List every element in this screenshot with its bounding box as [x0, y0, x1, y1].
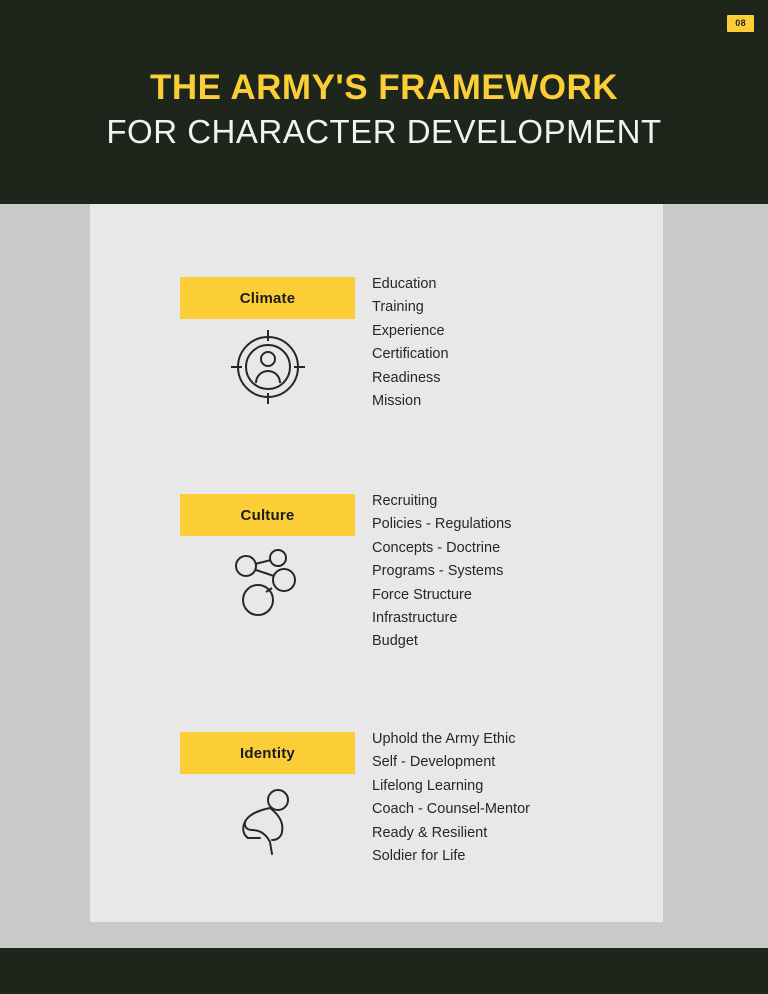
list-item: Policies - Regulations	[372, 516, 512, 533]
section-label-chip	[180, 494, 355, 536]
section-label-text: Climate	[239, 289, 296, 307]
list-item: Experience	[372, 322, 445, 339]
list-item: Infrastructure	[372, 610, 458, 627]
section-label-text: Identity	[240, 744, 295, 762]
title-secondary: FOR CHARACTER DEVELOPMENT	[106, 113, 662, 150]
slide-header	[0, 0, 768, 204]
list-item: Uphold the Army Ethic	[372, 731, 516, 747]
section-item-list	[372, 728, 530, 868]
list-item: Education	[372, 276, 437, 292]
list-item: Budget	[372, 633, 418, 650]
section-label-text: Culture	[240, 506, 295, 524]
section-item-list	[372, 273, 449, 413]
list-item: Mission	[372, 393, 422, 410]
left-gutter	[0, 204, 90, 922]
slide-footer	[0, 948, 768, 994]
list-item: Lifelong Learning	[372, 777, 484, 794]
content-panel	[90, 204, 663, 922]
person-in-crosshairs-icon	[180, 321, 355, 413]
list-item: Ready & Resilient	[372, 824, 488, 841]
page-title	[0, 66, 768, 154]
list-item: Certification	[372, 346, 449, 363]
list-item: Coach - Counsel-Mentor	[372, 801, 530, 818]
section-item-list	[372, 490, 511, 654]
section-label-chip	[180, 277, 355, 319]
title-primary: THE ARMY'S FRAMEWORK	[149, 68, 619, 107]
flexing-arm-icon	[180, 776, 355, 868]
list-item: Training	[372, 299, 424, 316]
page-number-badge: 08	[727, 15, 754, 32]
right-gutter	[663, 204, 768, 922]
list-item: Readiness	[372, 369, 441, 386]
list-item: Soldier for Life	[372, 848, 466, 865]
section-label-chip	[180, 732, 355, 774]
list-item: Force Structure	[372, 586, 472, 603]
list-item: Concepts - Doctrine	[372, 539, 501, 556]
list-item: Programs - Systems	[372, 563, 504, 580]
list-item: Self - Development	[372, 754, 496, 771]
list-item: Recruiting	[372, 493, 438, 509]
molecule-network-icon	[180, 538, 355, 630]
